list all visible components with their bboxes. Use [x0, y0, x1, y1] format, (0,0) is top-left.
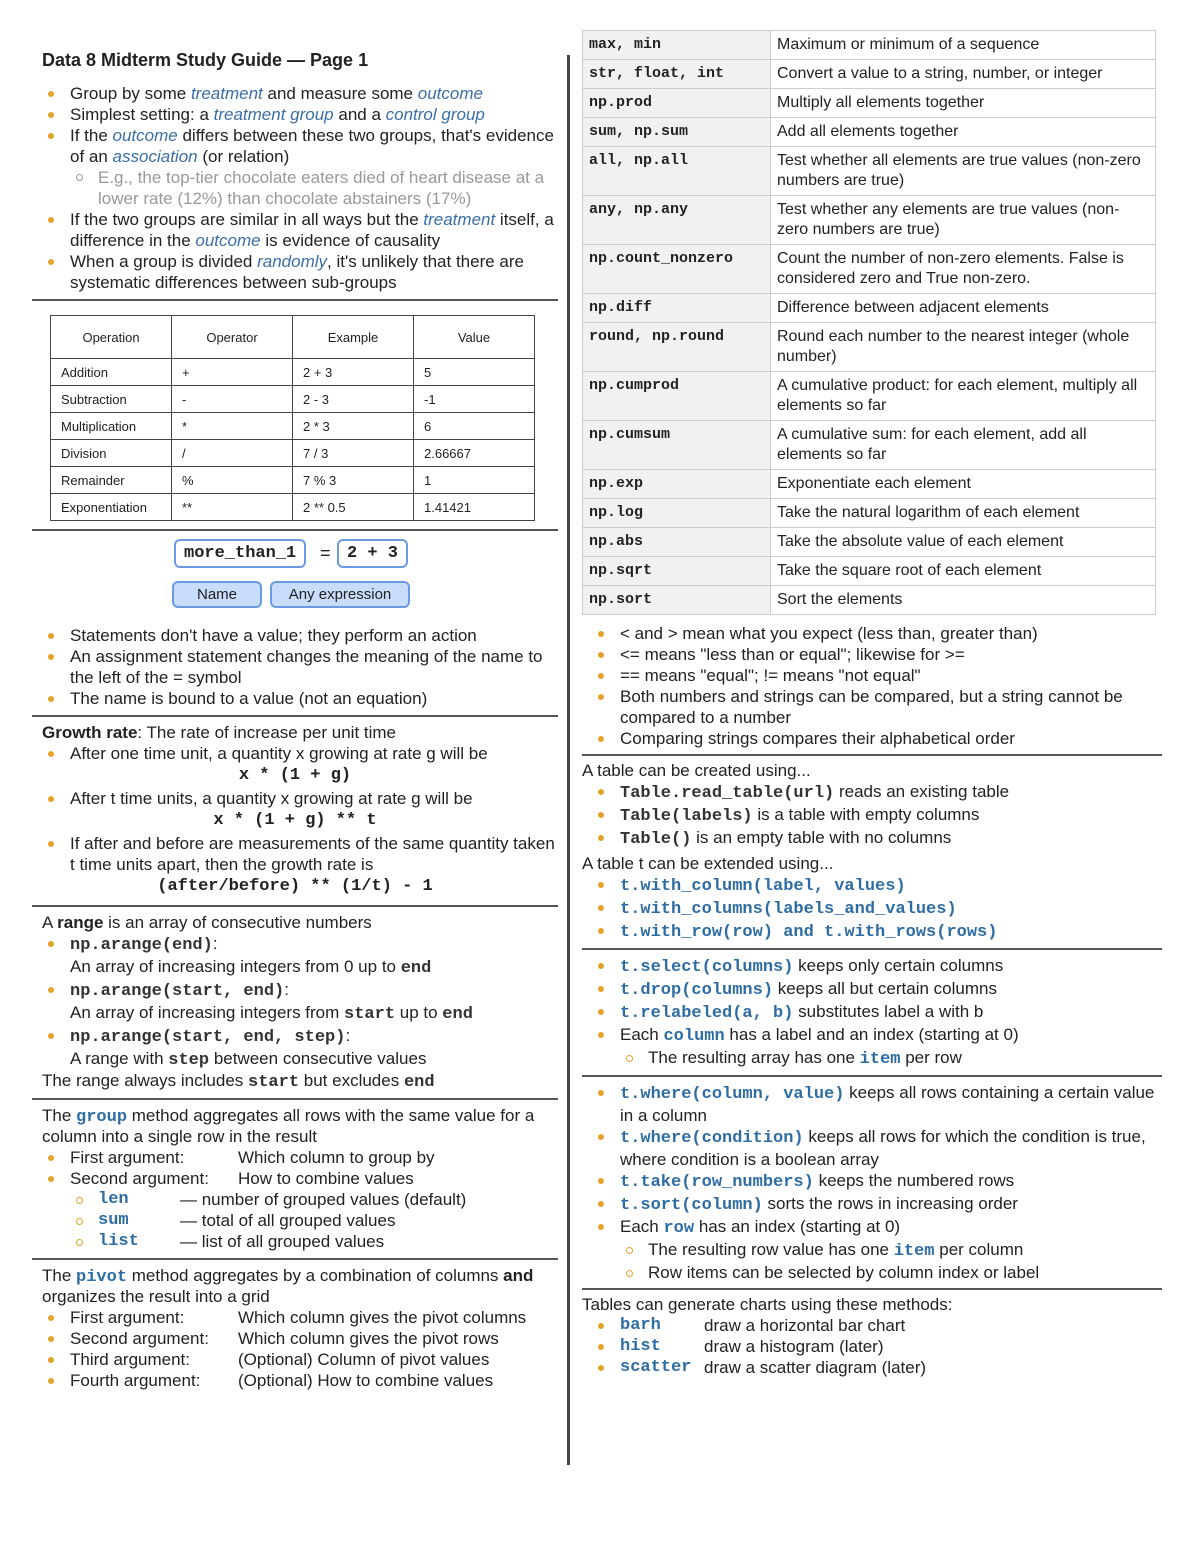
- function-name: max, min: [583, 31, 771, 60]
- where-list: [582, 1082, 1162, 1283]
- function-desc: Exponentiate each element: [771, 470, 1156, 499]
- table-row: [583, 60, 1156, 89]
- function-name: sum, np.sum: [583, 118, 771, 147]
- equals-sign: =: [320, 543, 331, 563]
- table-header: Value: [414, 316, 535, 359]
- list-subitem: list — list of all grouped values: [32, 1231, 558, 1252]
- table-cell: **: [172, 494, 293, 521]
- table-row: [51, 386, 535, 413]
- formula: x * (1 + g): [238, 766, 352, 785]
- growth-list: [32, 743, 558, 899]
- table-row: [583, 586, 1156, 615]
- function-name: np.sqrt: [583, 557, 771, 586]
- page-title: Data 8 Midterm Study Guide — Page 1: [42, 50, 369, 70]
- table-row: [583, 89, 1156, 118]
- function-name: np.sort: [583, 586, 771, 615]
- charts-section: [582, 1288, 1162, 1378]
- expression-tag: Any expression: [270, 581, 410, 608]
- table-cell: 1.41421: [414, 494, 535, 521]
- functions-table: [582, 30, 1156, 615]
- table-row: [583, 294, 1156, 323]
- function-name: any, np.any: [583, 196, 771, 245]
- function-name: str, float, int: [583, 60, 771, 89]
- table-row: [583, 470, 1156, 499]
- table-row: [583, 421, 1156, 470]
- formula: (after/before) ** (1/t) - 1: [157, 877, 433, 896]
- list-item: t.sort(column) sorts the rows in increasing order: [582, 1193, 1162, 1216]
- function-desc: Convert a value to a string, number, or integer: [771, 60, 1156, 89]
- list-item: t.select(columns) keeps only certain columns: [582, 955, 1162, 978]
- table-cell: -1: [414, 386, 535, 413]
- list-item: Second argument: Which column gives the pivot rows: [32, 1328, 558, 1349]
- formula: x * (1 + g) ** t: [213, 811, 377, 830]
- table-row: [583, 245, 1156, 294]
- list-item: Second argument: How to combine values: [32, 1168, 558, 1189]
- list-subitem: sum — total of all grouped values: [32, 1210, 558, 1231]
- list-item: Table.read_table(url) reads an existing table: [582, 781, 1162, 804]
- function-desc: Test whether any elements are true values (non-zero numbers are true): [771, 196, 1156, 245]
- group-section: [32, 1098, 558, 1252]
- list-item: Table() is an empty table with no columns: [582, 827, 1162, 850]
- table-cell: 2 ** 0.5: [293, 494, 414, 521]
- table-header: Operation: [51, 316, 172, 359]
- list-item: Third argument: (Optional) Column of pivot values: [32, 1349, 558, 1370]
- name-code-box: more_than_1: [174, 539, 306, 568]
- list-item: If after and before are measurements of the same quantity taken t time units apart, then the growth rate is: [32, 833, 558, 875]
- list-item: When a group is divided randomly, it's unlikely that there are systematic differences between sub-groups: [32, 251, 558, 293]
- pivot-heading: The pivot method aggregates by a combination of columns and organizes the result into a grid: [42, 1266, 534, 1306]
- list-item: barh draw a horizontal bar chart: [582, 1315, 1162, 1336]
- list-item: After t time units, a quantity x growing at rate g will be: [32, 788, 558, 809]
- comparison-list: [582, 623, 1162, 749]
- pivot-list: [32, 1307, 558, 1391]
- assignment-section: [32, 529, 558, 709]
- table-select-section: [582, 948, 1162, 1070]
- list-item: Each column has a label and an index (starting at 0): [582, 1024, 1162, 1047]
- table-cell: +: [172, 359, 293, 386]
- table-cell: /: [172, 440, 293, 467]
- list-item: Comparing strings compares their alphabetical order: [582, 728, 1162, 749]
- table-cell: 2 + 3: [293, 359, 414, 386]
- range-section: [32, 905, 558, 1092]
- operators-table: [50, 315, 535, 521]
- create-list: [582, 781, 1162, 850]
- list-item: Both numbers and strings can be compared, but a string cannot be compared to a number: [582, 686, 1162, 728]
- list-item: If the two groups are similar in all ways but the treatment itself, a difference in the outcome is evidence of causality: [32, 209, 558, 251]
- list-item: t.where(condition) keeps all rows for which the condition is true, where condition is a boolean array: [582, 1126, 1162, 1170]
- function-desc: Take the square root of each element: [771, 557, 1156, 586]
- table-cell: 2.66667: [414, 440, 535, 467]
- table-row: [583, 147, 1156, 196]
- function-desc: Maximum or minimum of a sequence: [771, 31, 1156, 60]
- list-item: t.relabeled(a, b) substitutes label a with b: [582, 1001, 1162, 1024]
- function-name: all, np.all: [583, 147, 771, 196]
- list-item: t.drop(columns) keeps all but certain columns: [582, 978, 1162, 1001]
- list-item: After one time unit, a quantity x growing at rate g will be: [32, 743, 558, 764]
- function-name: np.log: [583, 499, 771, 528]
- growth-heading: Growth rate: The rate of increase per unit time: [42, 723, 397, 742]
- table-where-section: [582, 1075, 1162, 1283]
- table-create-section: [582, 754, 1162, 943]
- list-item: np.arange(start, end): An array of increasing integers from start up to end: [32, 979, 558, 1025]
- function-name: np.cumsum: [583, 421, 771, 470]
- table-row: [583, 557, 1156, 586]
- function-name: np.diff: [583, 294, 771, 323]
- list-subitem: The resulting row value has one item per column: [582, 1239, 1162, 1262]
- list-item: Group by some treatment and measure some outcome: [32, 83, 558, 104]
- table-row: [583, 118, 1156, 147]
- section-heading: Tables can generate charts using these methods:: [582, 1295, 953, 1314]
- table-row: [583, 323, 1156, 372]
- table-cell: 6: [414, 413, 535, 440]
- range-footer: The range always includes start but excludes end: [42, 1071, 435, 1092]
- list-item: t.where(column, value) keeps all rows containing a certain value in a column: [582, 1082, 1162, 1126]
- table-cell: Exponentiation: [51, 494, 172, 521]
- pivot-section: [32, 1258, 558, 1391]
- table-header: Operator: [172, 316, 293, 359]
- assignment-list: [32, 625, 558, 709]
- function-desc: Take the natural logarithm of each element: [771, 499, 1156, 528]
- range-list: [32, 933, 558, 1071]
- table-header: Example: [293, 316, 414, 359]
- list-item: Fourth argument: (Optional) How to combine values: [32, 1370, 558, 1391]
- list-subitem: The resulting array has one item per row: [582, 1047, 1162, 1070]
- function-name: np.prod: [583, 89, 771, 118]
- table-cell: 1: [414, 467, 535, 494]
- list-item: If the outcome differs between these two groups, that's evidence of an association (or relation): [32, 125, 558, 167]
- list-item: An assignment statement changes the meaning of the name to the left of the = symbol: [32, 646, 558, 688]
- list-item: < and > mean what you expect (less than, greater than): [582, 623, 1162, 644]
- left-column: [32, 40, 558, 1391]
- list-item: Table(labels) is a table with empty columns: [582, 804, 1162, 827]
- list-item: t.with_row(row) and t.with_rows(rows): [582, 920, 1162, 943]
- table-row: [51, 440, 535, 467]
- table-row: [583, 528, 1156, 557]
- list-item: Statements don't have a value; they perform an action: [32, 625, 558, 646]
- table-cell: Remainder: [51, 467, 172, 494]
- function-desc: A cumulative product: for each element, multiply all elements so far: [771, 372, 1156, 421]
- list-subitem: Row items can be selected by column index or label: [582, 1262, 1162, 1283]
- function-desc: Multiply all elements together: [771, 89, 1156, 118]
- table-row: [51, 467, 535, 494]
- group-heading: The group method aggregates all rows with the same value for a column into a single row in the result: [42, 1106, 535, 1146]
- list-item: <= means "less than or equal"; likewise for >=: [582, 644, 1162, 665]
- list-item: t.with_columns(labels_and_values): [582, 897, 1162, 920]
- select-list: [582, 955, 1162, 1070]
- assignment-diagram: [32, 537, 558, 625]
- list-item: Simplest setting: a treatment group and a control group: [32, 104, 558, 125]
- column-divider: [567, 55, 570, 1465]
- list-item: np.arange(end): An array of increasing integers from 0 up to end: [32, 933, 558, 979]
- expression-code-box: 2 + 3: [337, 539, 408, 568]
- function-desc: Add all elements together: [771, 118, 1156, 147]
- function-desc: Sort the elements: [771, 586, 1156, 615]
- group-list: [32, 1147, 558, 1252]
- function-name: np.cumprod: [583, 372, 771, 421]
- list-item: First argument: Which column to group by: [32, 1147, 558, 1168]
- table-row: [51, 359, 535, 386]
- table-cell: 7 / 3: [293, 440, 414, 467]
- table-cell: *: [172, 413, 293, 440]
- list-item: t.take(row_numbers) keeps the numbered rows: [582, 1170, 1162, 1193]
- list-item: np.arange(start, end, step): A range with step between consecutive values: [32, 1025, 558, 1071]
- name-tag: Name: [172, 581, 262, 608]
- table-cell: -: [172, 386, 293, 413]
- table-cell: 5: [414, 359, 535, 386]
- table-cell: %: [172, 467, 293, 494]
- table-header-row: [51, 316, 535, 359]
- extend-list: [582, 874, 1162, 943]
- table-cell: Addition: [51, 359, 172, 386]
- function-name: np.exp: [583, 470, 771, 499]
- function-desc: A cumulative sum: for each element, add all elements so far: [771, 421, 1156, 470]
- list-item: == means "equal"; != means "not equal": [582, 665, 1162, 686]
- table-row: [583, 196, 1156, 245]
- charts-list: [582, 1315, 1162, 1378]
- table-row: [51, 413, 535, 440]
- table-row: [51, 494, 535, 521]
- list-subitem: E.g., the top-tier chocolate eaters died of heart disease at a lower rate (12%) than chocolate abstainers (17%): [32, 167, 558, 209]
- table-cell: 7 % 3: [293, 467, 414, 494]
- table-cell: Subtraction: [51, 386, 172, 413]
- range-heading: A range is an array of consecutive numbers: [42, 913, 372, 932]
- function-name: round, np.round: [583, 323, 771, 372]
- section-heading: A table can be created using...: [582, 761, 811, 780]
- function-name: np.abs: [583, 528, 771, 557]
- list-item: hist draw a histogram (later): [582, 1336, 1162, 1357]
- list-subitem: len — number of grouped values (default): [32, 1189, 558, 1210]
- table-row: [583, 31, 1156, 60]
- function-desc: Test whether all elements are true values (non-zero numbers are true): [771, 147, 1156, 196]
- list-item: Each row has an index (starting at 0): [582, 1216, 1162, 1239]
- section-heading: A table t can be extended using...: [582, 854, 834, 873]
- table-cell: Division: [51, 440, 172, 467]
- list-item: The name is bound to a value (not an equation): [32, 688, 558, 709]
- table-row: [583, 499, 1156, 528]
- function-desc: Count the number of non-zero elements. False is considered zero and True non-zero.: [771, 245, 1156, 294]
- growth-section: [32, 715, 558, 899]
- table-row: [583, 372, 1156, 421]
- right-column: [582, 30, 1162, 1378]
- table-cell: 2 * 3: [293, 413, 414, 440]
- list-item: First argument: Which column gives the pivot columns: [32, 1307, 558, 1328]
- table-cell: Multiplication: [51, 413, 172, 440]
- list-item: scatter draw a scatter diagram (later): [582, 1357, 1162, 1378]
- table-cell: 2 - 3: [293, 386, 414, 413]
- function-name: np.count_nonzero: [583, 245, 771, 294]
- list-item: t.with_column(label, values): [582, 874, 1162, 897]
- intro-list: [32, 83, 558, 293]
- function-desc: Difference between adjacent elements: [771, 294, 1156, 323]
- operators-section: [32, 299, 558, 521]
- function-desc: Take the absolute value of each element: [771, 528, 1156, 557]
- function-desc: Round each number to the nearest integer (whole number): [771, 323, 1156, 372]
